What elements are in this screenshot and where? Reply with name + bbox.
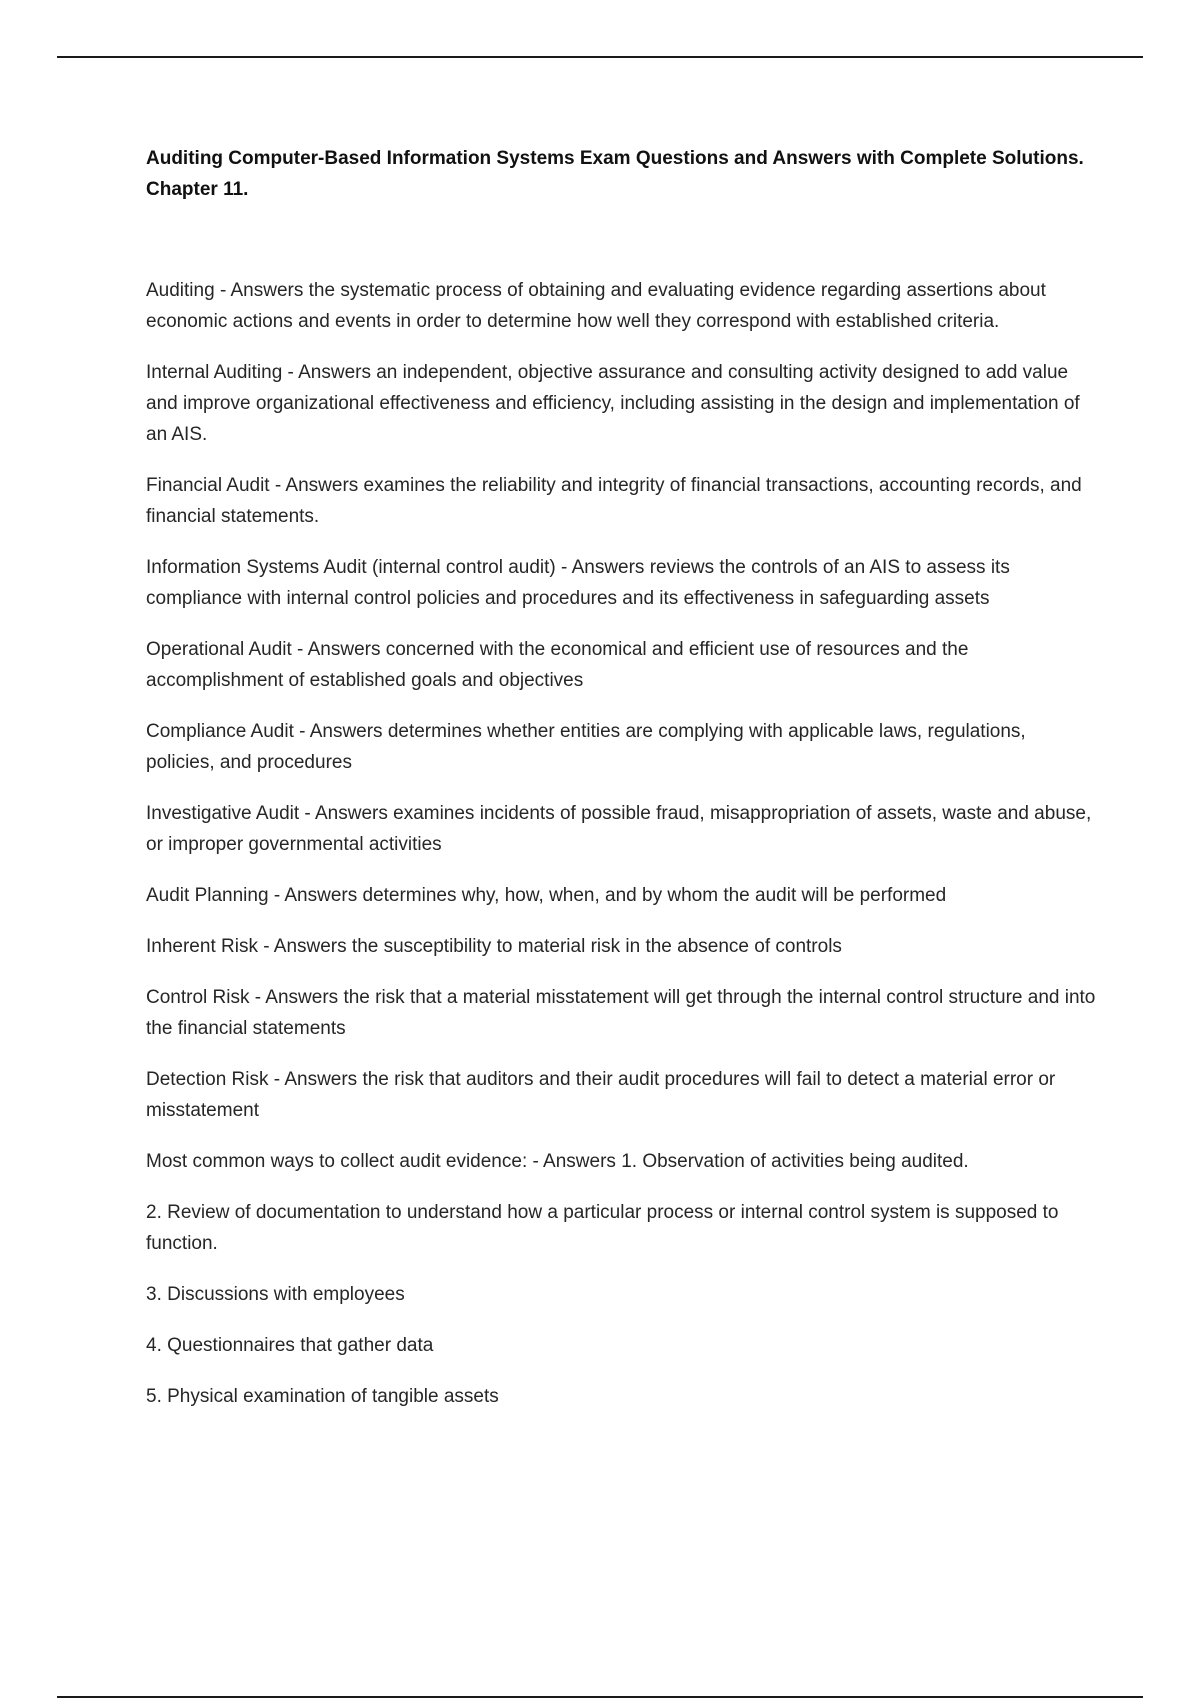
document-body <box>146 143 1096 1432</box>
qa-entry-auditing: Auditing - Answers the systematic process of obtaining and evaluating evidence regarding assertions about economic actions and events in order to determine how well they correspond with established criteria. <box>146 280 1046 332</box>
document-title: Auditing Computer-Based Information Systems Exam Questions and Answers with Complete Solutions. Chapter 11. <box>146 148 1084 200</box>
qa-entry-control-risk: Control Risk - Answers the risk that a material misstatement will get through the internal control structure and into the financial statements <box>146 987 1096 1039</box>
qa-entry-internal-auditing: Internal Auditing - Answers an independent, objective assurance and consulting activity designed to add value and improve organizational effectiveness and efficiency, including assisting in the design and implementation of an AIS. <box>146 362 1080 445</box>
top-rule <box>57 56 1143 58</box>
qa-entry-operational-audit: Operational Audit - Answers concerned with the economical and efficient use of resources and the accomplishment of established goals and objectives <box>146 639 969 691</box>
qa-list <box>146 275 1096 1412</box>
qa-entry-information-systems-audit: Information Systems Audit (internal control audit) - Answers reviews the controls of an AIS to assess its compliance with internal control policies and procedures and its effectiveness in safeguarding assets <box>146 557 1010 609</box>
qa-entry-inherent-risk: Inherent Risk - Answers the susceptibility to material risk in the absence of controls <box>146 936 842 957</box>
qa-entry-audit-planning: Audit Planning - Answers determines why, how, when, and by whom the audit will be performed <box>146 885 947 906</box>
qa-entry-evidence-item-4: 4. Questionnaires that gather data <box>146 1335 434 1356</box>
qa-entry-evidence-item-3: 3. Discussions with employees <box>146 1284 405 1305</box>
qa-entry-detection-risk: Detection Risk - Answers the risk that auditors and their audit procedures will fail to detect a material error or misstatement <box>146 1069 1056 1121</box>
qa-entry-investigative-audit: Investigative Audit - Answers examines incidents of possible fraud, misappropriation of assets, waste and abuse, or improper governmental activities <box>146 803 1092 855</box>
qa-entry-audit-evidence: Most common ways to collect audit evidence: - Answers 1. Observation of activities being audited. <box>146 1151 969 1172</box>
qa-entry-evidence-item-2: 2. Review of documentation to understand how a particular process or internal control system is supposed to function. <box>146 1202 1059 1254</box>
qa-entry-evidence-item-5: 5. Physical examination of tangible assets <box>146 1386 499 1407</box>
qa-entry-compliance-audit: Compliance Audit - Answers determines whether entities are complying with applicable laws, regulations, policies, and procedures <box>146 721 1026 773</box>
qa-entry-financial-audit: Financial Audit - Answers examines the reliability and integrity of financial transactions, accounting records, and financial statements. <box>146 475 1082 527</box>
bottom-rule <box>57 1696 1143 1698</box>
